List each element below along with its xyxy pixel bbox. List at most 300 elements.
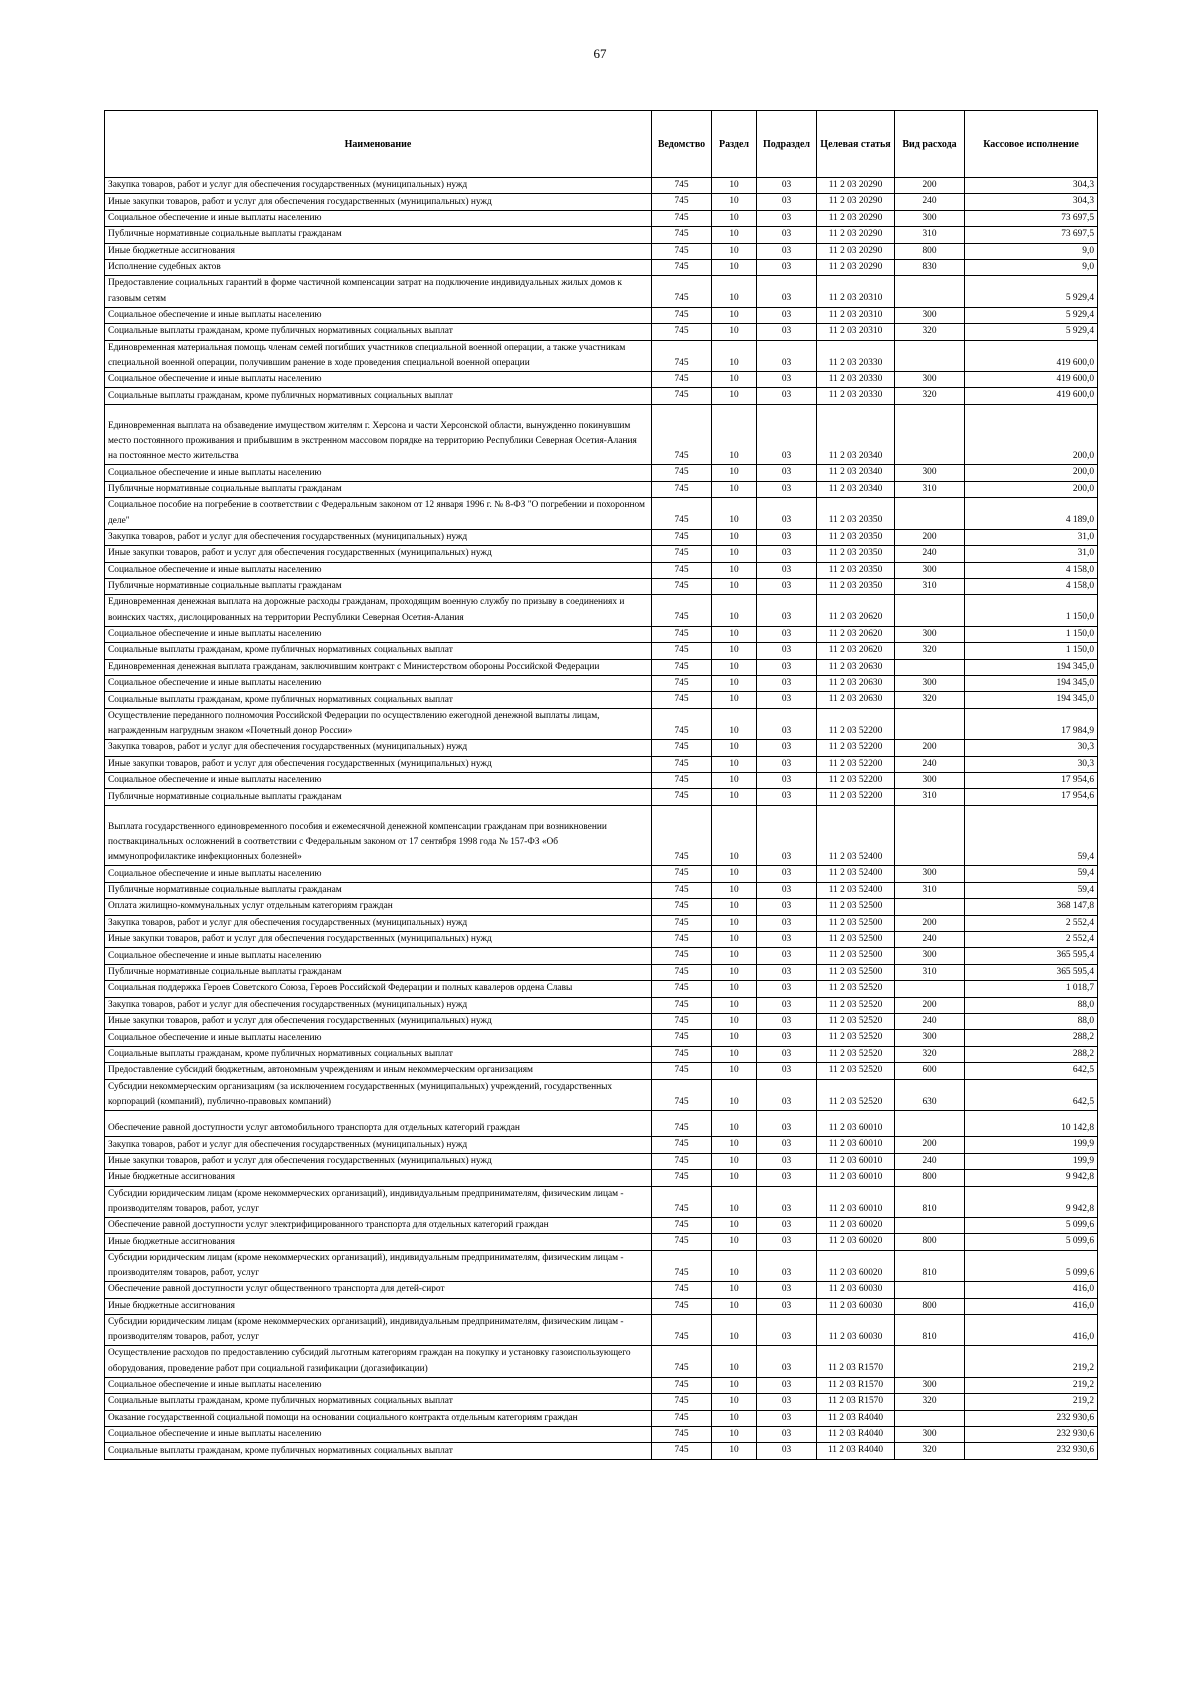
row-razdel-cell: 10 [712,805,757,866]
row-ispolnenie-cell: 59,4 [965,805,1098,866]
row-name-cell: Единовременная выплата на обзаведение имуществом жителям г. Херсона и части Херсонской области, вынужденно покинувшим место постоянного проживания и прибывшим в экстренном массовом порядке на территорию Республики Северная Осетия-Алания на постоянное место жительства [105,404,652,465]
row-vid-raskhoda-cell: 320 [895,643,965,659]
row-ispolnenie-cell: 30,3 [965,740,1098,756]
row-name-cell: Иные бюджетные ассигнования [105,1170,652,1186]
table-row [105,626,1098,642]
row-celevaya-statya-cell: 11 2 03 20620 [817,643,895,659]
table-row [105,756,1098,772]
row-razdel-cell: 10 [712,194,757,210]
row-razdel-cell: 10 [712,643,757,659]
row-celevaya-statya-cell: 11 2 03 R1570 [817,1394,895,1410]
row-razdel-cell: 10 [712,1170,757,1186]
row-ispolnenie-cell: 416,0 [965,1298,1098,1314]
row-podrazdel-cell: 03 [757,227,817,243]
row-celevaya-statya-cell: 11 2 03 20340 [817,481,895,497]
row-celevaya-statya-cell: 11 2 03 R1570 [817,1377,895,1393]
row-razdel-cell: 10 [712,1443,757,1459]
row-podrazdel-cell: 03 [757,1111,817,1137]
table-row [105,882,1098,898]
row-ispolnenie-cell: 288,2 [965,1046,1098,1062]
row-vedomstvo-cell: 745 [652,1410,712,1426]
table-row [105,866,1098,882]
row-name-cell: Иные закупки товаров, работ и услуг для обеспечения государственных (муниципальных) нужд [105,932,652,948]
row-vid-raskhoda-cell: 240 [895,932,965,948]
row-vid-raskhoda-cell: 600 [895,1063,965,1079]
row-name-cell: Единовременная денежная выплата гражданам, заключившим контракт с Министерством обороны Российской Федерации [105,659,652,675]
row-celevaya-statya-cell: 11 2 03 52200 [817,756,895,772]
row-celevaya-statya-cell: 11 2 03 52520 [817,1030,895,1046]
row-podrazdel-cell: 03 [757,498,817,529]
row-ispolnenie-cell: 200,0 [965,481,1098,497]
row-name-cell: Социальные выплаты гражданам, кроме публичных нормативных социальных выплат [105,692,652,708]
row-podrazdel-cell: 03 [757,1046,817,1062]
row-vid-raskhoda-cell: 310 [895,578,965,594]
row-vid-raskhoda-cell [895,1410,965,1426]
row-razdel-cell: 10 [712,481,757,497]
header-razdel: Раздел [712,111,757,178]
row-vedomstvo-cell: 745 [652,210,712,226]
row-razdel-cell: 10 [712,1079,757,1110]
row-razdel-cell: 10 [712,899,757,915]
table-row [105,1250,1098,1281]
row-razdel-cell: 10 [712,1111,757,1137]
table-row [105,899,1098,915]
row-ispolnenie-cell: 219,2 [965,1394,1098,1410]
row-name-cell: Иные бюджетные ассигнования [105,1234,652,1250]
row-celevaya-statya-cell: 11 2 03 20630 [817,692,895,708]
row-podrazdel-cell: 03 [757,866,817,882]
row-celevaya-statya-cell: 11 2 03 20310 [817,324,895,340]
row-ispolnenie-cell: 30,3 [965,756,1098,772]
row-vid-raskhoda-cell: 800 [895,1298,965,1314]
row-podrazdel-cell: 03 [757,1079,817,1110]
row-podrazdel-cell: 03 [757,675,817,691]
row-name-cell: Публичные нормативные социальные выплаты гражданам [105,789,652,805]
row-name-cell: Социальное обеспечение и иные выплаты населению [105,948,652,964]
table-row [105,481,1098,497]
row-celevaya-statya-cell: 11 2 03 52520 [817,1014,895,1030]
row-ispolnenie-cell: 5 929,4 [965,307,1098,323]
row-vid-raskhoda-cell: 300 [895,465,965,481]
row-celevaya-statya-cell: 11 2 03 20290 [817,210,895,226]
row-razdel-cell: 10 [712,915,757,931]
table-row [105,546,1098,562]
row-vid-raskhoda-cell [895,276,965,307]
row-name-cell: Выплата государственного единовременного пособия и ежемесячной денежной компенсации гражданам при возникновении поствакцинальных осложнений в соответствии с Федеральным законом от 17 сентября 1998 года № 157-ФЗ «Об иммунопрофилактике инфекционных болезней» [105,805,652,866]
row-vid-raskhoda-cell: 300 [895,372,965,388]
row-name-cell: Социальная поддержка Героев Советского Союза, Героев Российской Федерации и полных кавалеров ордена Славы [105,981,652,997]
row-ispolnenie-cell: 59,4 [965,866,1098,882]
row-vid-raskhoda-cell: 200 [895,915,965,931]
row-name-cell: Осуществление переданного полномочия Российской Федерации по осуществлению ежегодной денежной выплаты лицам, награжденным нагрудным знаком «Почетный донор России» [105,708,652,739]
row-name-cell: Субсидии юридическим лицам (кроме некоммерческих организаций), индивидуальным предпринимателям, физическим лицам - производителям товаров, работ, услуг [105,1250,652,1281]
row-name-cell: Иные закупки товаров, работ и услуг для обеспечения государственных (муниципальных) нужд [105,756,652,772]
table-row [105,194,1098,210]
row-vid-raskhoda-cell [895,708,965,739]
row-vid-raskhoda-cell: 830 [895,260,965,276]
row-celevaya-statya-cell: 11 2 03 20290 [817,227,895,243]
table-row [105,948,1098,964]
row-razdel-cell: 10 [712,708,757,739]
row-vedomstvo-cell: 745 [652,260,712,276]
row-podrazdel-cell: 03 [757,772,817,788]
row-name-cell: Публичные нормативные социальные выплаты гражданам [105,481,652,497]
row-razdel-cell: 10 [712,1282,757,1298]
row-razdel-cell: 10 [712,659,757,675]
row-ispolnenie-cell: 194 345,0 [965,659,1098,675]
row-name-cell: Социальное обеспечение и иные выплаты населению [105,866,652,882]
row-razdel-cell: 10 [712,1346,757,1377]
row-celevaya-statya-cell: 11 2 03 60010 [817,1186,895,1217]
table-row [105,1079,1098,1110]
row-vedomstvo-cell: 745 [652,1030,712,1046]
row-celevaya-statya-cell: 11 2 03 R1570 [817,1346,895,1377]
row-vid-raskhoda-cell: 310 [895,964,965,980]
row-podrazdel-cell: 03 [757,529,817,545]
row-ispolnenie-cell: 194 345,0 [965,692,1098,708]
row-podrazdel-cell: 03 [757,243,817,259]
row-vid-raskhoda-cell: 810 [895,1250,965,1281]
row-razdel-cell: 10 [712,1046,757,1062]
row-razdel-cell: 10 [712,981,757,997]
budget-table-container [104,110,1097,1460]
row-podrazdel-cell: 03 [757,372,817,388]
row-podrazdel-cell: 03 [757,1410,817,1426]
row-vedomstvo-cell: 745 [652,307,712,323]
row-vedomstvo-cell: 745 [652,866,712,882]
row-razdel-cell: 10 [712,1298,757,1314]
row-vedomstvo-cell: 745 [652,194,712,210]
row-razdel-cell: 10 [712,388,757,404]
row-ispolnenie-cell: 642,5 [965,1079,1098,1110]
row-razdel-cell: 10 [712,882,757,898]
row-ispolnenie-cell: 59,4 [965,882,1098,898]
header-vid-raskhoda: Вид расхода [895,111,965,178]
row-celevaya-statya-cell: 11 2 03 20630 [817,675,895,691]
row-ispolnenie-cell: 9,0 [965,260,1098,276]
row-razdel-cell: 10 [712,260,757,276]
row-ispolnenie-cell: 31,0 [965,546,1098,562]
row-celevaya-statya-cell: 11 2 03 R4040 [817,1443,895,1459]
row-podrazdel-cell: 03 [757,1282,817,1298]
row-name-cell: Социальные выплаты гражданам, кроме публичных нормативных социальных выплат [105,643,652,659]
table-row [105,1137,1098,1153]
table-body [105,178,1098,1460]
row-razdel-cell: 10 [712,740,757,756]
row-celevaya-statya-cell: 11 2 03 52400 [817,866,895,882]
header-name: Наименование [105,111,652,178]
row-celevaya-statya-cell: 11 2 03 20350 [817,546,895,562]
row-vedomstvo-cell: 745 [652,498,712,529]
table-row [105,529,1098,545]
row-razdel-cell: 10 [712,1314,757,1345]
row-ispolnenie-cell: 88,0 [965,1014,1098,1030]
row-name-cell: Социальные выплаты гражданам, кроме публичных нормативных социальных выплат [105,324,652,340]
row-razdel-cell: 10 [712,1217,757,1233]
row-vid-raskhoda-cell: 240 [895,756,965,772]
row-razdel-cell: 10 [712,1377,757,1393]
row-vedomstvo-cell: 745 [652,276,712,307]
row-celevaya-statya-cell: 11 2 03 20330 [817,372,895,388]
row-podrazdel-cell: 03 [757,981,817,997]
row-celevaya-statya-cell: 11 2 03 R4040 [817,1426,895,1442]
row-vedomstvo-cell: 745 [652,1282,712,1298]
row-vid-raskhoda-cell: 810 [895,1314,965,1345]
row-celevaya-statya-cell: 11 2 03 20350 [817,498,895,529]
row-razdel-cell: 10 [712,276,757,307]
row-ispolnenie-cell: 642,5 [965,1063,1098,1079]
row-podrazdel-cell: 03 [757,404,817,465]
row-vedomstvo-cell: 745 [652,932,712,948]
table-row [105,1394,1098,1410]
row-razdel-cell: 10 [712,1250,757,1281]
row-vedomstvo-cell: 745 [652,708,712,739]
row-ispolnenie-cell: 1 150,0 [965,643,1098,659]
row-razdel-cell: 10 [712,546,757,562]
row-podrazdel-cell: 03 [757,178,817,194]
row-vedomstvo-cell: 745 [652,372,712,388]
row-name-cell: Субсидии юридическим лицам (кроме некоммерческих организаций), индивидуальным предпринимателям, физическим лицам - производителям товаров, работ, услуг [105,1314,652,1345]
row-name-cell: Предоставление субсидий бюджетным, автономным учреждениям и иным некоммерческим организациям [105,1063,652,1079]
row-vedomstvo-cell: 745 [652,899,712,915]
row-name-cell: Социальное обеспечение и иные выплаты населению [105,1426,652,1442]
table-row [105,388,1098,404]
row-ispolnenie-cell: 2 552,4 [965,915,1098,931]
row-name-cell: Социальное обеспечение и иные выплаты населению [105,772,652,788]
row-celevaya-statya-cell: 11 2 03 60010 [817,1111,895,1137]
row-celevaya-statya-cell: 11 2 03 60030 [817,1282,895,1298]
row-celevaya-statya-cell: 11 2 03 52200 [817,789,895,805]
table-row [105,1298,1098,1314]
row-ispolnenie-cell: 419 600,0 [965,388,1098,404]
row-ispolnenie-cell: 5 099,6 [965,1234,1098,1250]
row-name-cell: Социальное обеспечение и иные выплаты населению [105,562,652,578]
row-vid-raskhoda-cell: 320 [895,1443,965,1459]
row-name-cell: Субсидии некоммерческим организациям (за исключением государственных (муниципальных) учреждений, государственных корпораций (компаний), публично-правовых компаний) [105,1079,652,1110]
row-podrazdel-cell: 03 [757,805,817,866]
row-podrazdel-cell: 03 [757,210,817,226]
row-podrazdel-cell: 03 [757,789,817,805]
row-ispolnenie-cell: 304,3 [965,194,1098,210]
row-podrazdel-cell: 03 [757,708,817,739]
row-podrazdel-cell: 03 [757,1063,817,1079]
row-celevaya-statya-cell: 11 2 03 52200 [817,772,895,788]
row-vedomstvo-cell: 745 [652,595,712,626]
row-ispolnenie-cell: 5 099,6 [965,1250,1098,1281]
row-vid-raskhoda-cell: 320 [895,1394,965,1410]
header-kassovoe-ispolnenie: Кассовое исполнение [965,111,1098,178]
row-name-cell: Публичные нормативные социальные выплаты гражданам [105,882,652,898]
row-vedomstvo-cell: 745 [652,1079,712,1110]
row-vedomstvo-cell: 745 [652,178,712,194]
row-podrazdel-cell: 03 [757,659,817,675]
table-row [105,1217,1098,1233]
row-celevaya-statya-cell: 11 2 03 52200 [817,708,895,739]
table-row [105,1186,1098,1217]
table-row [105,1346,1098,1377]
row-razdel-cell: 10 [712,243,757,259]
row-name-cell: Социальные выплаты гражданам, кроме публичных нормативных социальных выплат [105,1046,652,1062]
header-celevaya-statya: Целевая статья [817,111,895,178]
row-vid-raskhoda-cell [895,1346,965,1377]
table-row [105,324,1098,340]
row-podrazdel-cell: 03 [757,915,817,931]
row-razdel-cell: 10 [712,964,757,980]
row-name-cell: Оплата жилищно-коммунальных услуг отдельным категориям граждан [105,899,652,915]
row-vedomstvo-cell: 745 [652,1298,712,1314]
row-name-cell: Обеспечение равной доступности услуг электрифицированного транспорта для отдельных категорий граждан [105,1217,652,1233]
row-vid-raskhoda-cell: 310 [895,789,965,805]
row-ispolnenie-cell: 4 189,0 [965,498,1098,529]
table-row [105,562,1098,578]
row-name-cell: Обеспечение равной доступности услуг общественного транспорта для детей-сирот [105,1282,652,1298]
budget-table [104,110,1098,1460]
row-vid-raskhoda-cell: 800 [895,1170,965,1186]
row-vedomstvo-cell: 745 [652,626,712,642]
row-ispolnenie-cell: 31,0 [965,529,1098,545]
row-vedomstvo-cell: 745 [652,1137,712,1153]
row-vid-raskhoda-cell: 320 [895,324,965,340]
table-row [105,1282,1098,1298]
row-vid-raskhoda-cell: 240 [895,1153,965,1169]
row-ispolnenie-cell: 4 158,0 [965,562,1098,578]
row-razdel-cell: 10 [712,1153,757,1169]
row-vid-raskhoda-cell: 320 [895,692,965,708]
row-name-cell: Исполнение судебных актов [105,260,652,276]
row-razdel-cell: 10 [712,210,757,226]
table-row [105,659,1098,675]
table-row [105,675,1098,691]
row-podrazdel-cell: 03 [757,1217,817,1233]
row-celevaya-statya-cell: 11 2 03 20290 [817,260,895,276]
row-celevaya-statya-cell: 11 2 03 52500 [817,948,895,964]
row-name-cell: Социальное обеспечение и иные выплаты населению [105,675,652,691]
row-razdel-cell: 10 [712,789,757,805]
row-vedomstvo-cell: 745 [652,692,712,708]
row-vedomstvo-cell: 745 [652,964,712,980]
row-podrazdel-cell: 03 [757,1394,817,1410]
row-celevaya-statya-cell: 11 2 03 20310 [817,276,895,307]
row-podrazdel-cell: 03 [757,692,817,708]
row-podrazdel-cell: 03 [757,643,817,659]
row-vid-raskhoda-cell [895,899,965,915]
row-ispolnenie-cell: 17 954,6 [965,772,1098,788]
row-razdel-cell: 10 [712,340,757,371]
row-razdel-cell: 10 [712,372,757,388]
row-podrazdel-cell: 03 [757,578,817,594]
table-header-row [105,111,1098,178]
row-name-cell: Социальное обеспечение и иные выплаты населению [105,465,652,481]
row-name-cell: Социальное обеспечение и иные выплаты населению [105,210,652,226]
table-row [105,708,1098,739]
row-celevaya-statya-cell: 11 2 03 20340 [817,404,895,465]
row-razdel-cell: 10 [712,932,757,948]
row-razdel-cell: 10 [712,948,757,964]
row-podrazdel-cell: 03 [757,997,817,1013]
row-vid-raskhoda-cell [895,1217,965,1233]
row-name-cell: Социальное обеспечение и иные выплаты населению [105,1030,652,1046]
row-razdel-cell: 10 [712,1014,757,1030]
row-razdel-cell: 10 [712,692,757,708]
row-vedomstvo-cell: 745 [652,948,712,964]
table-row [105,260,1098,276]
row-vedomstvo-cell: 745 [652,404,712,465]
table-row [105,1046,1098,1062]
row-name-cell: Закупка товаров, работ и услуг для обеспечения государственных (муниципальных) нужд [105,997,652,1013]
row-vedomstvo-cell: 745 [652,1170,712,1186]
row-ispolnenie-cell: 419 600,0 [965,340,1098,371]
row-name-cell: Субсидии юридическим лицам (кроме некоммерческих организаций), индивидуальным предпринимателям, физическим лицам - производителям товаров, работ, услуг [105,1186,652,1217]
row-name-cell: Обеспечение равной доступности услуг автомобильного транспорта для отдельных категорий граждан [105,1111,652,1137]
row-vid-raskhoda-cell: 300 [895,210,965,226]
row-vedomstvo-cell: 745 [652,1063,712,1079]
row-ispolnenie-cell: 1 018,7 [965,981,1098,997]
row-ispolnenie-cell: 232 930,6 [965,1410,1098,1426]
row-celevaya-statya-cell: 11 2 03 20330 [817,388,895,404]
row-razdel-cell: 10 [712,626,757,642]
row-vid-raskhoda-cell: 320 [895,388,965,404]
row-vedomstvo-cell: 745 [652,1250,712,1281]
row-podrazdel-cell: 03 [757,1298,817,1314]
table-row [105,1377,1098,1393]
row-ispolnenie-cell: 2 552,4 [965,932,1098,948]
header-vedomstvo: Ведомство [652,111,712,178]
row-razdel-cell: 10 [712,756,757,772]
row-ispolnenie-cell: 194 345,0 [965,675,1098,691]
row-podrazdel-cell: 03 [757,276,817,307]
row-celevaya-statya-cell: 11 2 03 52500 [817,915,895,931]
row-ispolnenie-cell: 1 150,0 [965,595,1098,626]
row-vid-raskhoda-cell: 300 [895,675,965,691]
row-podrazdel-cell: 03 [757,740,817,756]
table-row [105,772,1098,788]
row-podrazdel-cell: 03 [757,899,817,915]
row-ispolnenie-cell: 288,2 [965,1030,1098,1046]
row-vedomstvo-cell: 745 [652,772,712,788]
row-name-cell: Иные бюджетные ассигнования [105,1298,652,1314]
row-podrazdel-cell: 03 [757,324,817,340]
row-vedomstvo-cell: 745 [652,981,712,997]
row-vedomstvo-cell: 745 [652,882,712,898]
row-vedomstvo-cell: 745 [652,324,712,340]
row-name-cell: Закупка товаров, работ и услуг для обеспечения государственных (муниципальных) нужд [105,178,652,194]
row-celevaya-statya-cell: 11 2 03 52500 [817,964,895,980]
row-ispolnenie-cell: 232 930,6 [965,1443,1098,1459]
row-podrazdel-cell: 03 [757,1137,817,1153]
row-vedomstvo-cell: 745 [652,1426,712,1442]
row-vid-raskhoda-cell [895,404,965,465]
row-podrazdel-cell: 03 [757,1014,817,1030]
row-vedomstvo-cell: 745 [652,465,712,481]
row-celevaya-statya-cell: 11 2 03 52500 [817,932,895,948]
row-vid-raskhoda-cell [895,805,965,866]
row-razdel-cell: 10 [712,578,757,594]
row-ispolnenie-cell: 9 942,8 [965,1170,1098,1186]
row-name-cell: Иные закупки товаров, работ и услуг для обеспечения государственных (муниципальных) нужд [105,194,652,210]
row-razdel-cell: 10 [712,1410,757,1426]
table-row [105,789,1098,805]
row-vedomstvo-cell: 745 [652,546,712,562]
row-vedomstvo-cell: 745 [652,562,712,578]
row-vid-raskhoda-cell: 300 [895,948,965,964]
row-razdel-cell: 10 [712,1426,757,1442]
row-razdel-cell: 10 [712,529,757,545]
row-vedomstvo-cell: 745 [652,481,712,497]
row-ispolnenie-cell: 5 099,6 [965,1217,1098,1233]
row-vedomstvo-cell: 745 [652,340,712,371]
row-podrazdel-cell: 03 [757,948,817,964]
row-ispolnenie-cell: 419 600,0 [965,372,1098,388]
